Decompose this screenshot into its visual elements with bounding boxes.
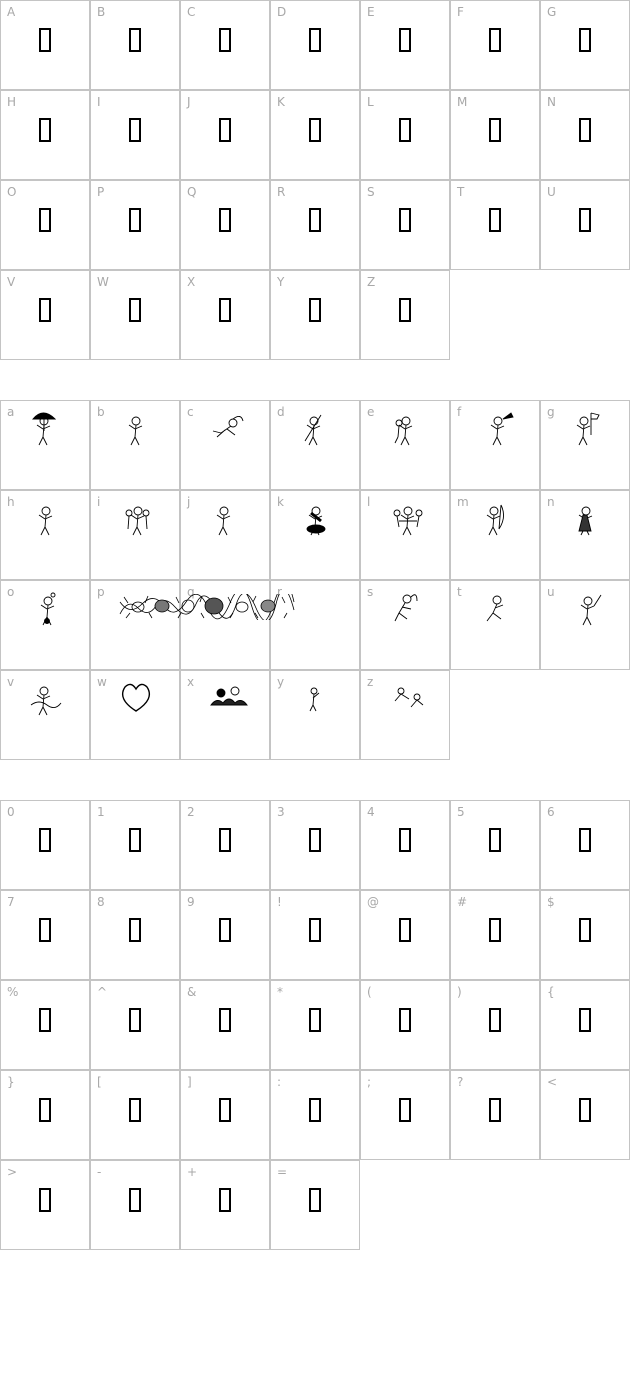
- missing-glyph-box-icon: [129, 1098, 141, 1122]
- glyph-cell-symbols: [540, 980, 630, 1070]
- glyph-cell-symbols: [450, 1070, 540, 1160]
- glyph-label: D: [277, 5, 287, 19]
- glyph-cell-symbols: [540, 890, 630, 980]
- missing-glyph-box-icon: [399, 1008, 411, 1032]
- glyph-cell-lowercase: [90, 670, 180, 760]
- glyph-cell-symbols: [270, 890, 360, 980]
- missing-glyph-box-icon: [489, 1098, 501, 1122]
- missing-glyph-box-icon: [219, 1188, 231, 1212]
- glyph-label: X: [187, 275, 196, 289]
- missing-glyph-box-icon: [579, 208, 591, 232]
- cherub-leaping-icon: [361, 581, 451, 671]
- glyph-label: g: [547, 405, 555, 419]
- glyph-cell-symbols: [90, 890, 180, 980]
- glyph-label: 7: [7, 895, 15, 909]
- glyph-cell-uppercase: [180, 0, 270, 90]
- glyph-cell-lowercase: [90, 490, 180, 580]
- glyph-label: k: [277, 495, 284, 509]
- glyph-label: H: [7, 95, 17, 109]
- glyph-cell-symbols: [180, 890, 270, 980]
- glyph-label: w: [97, 675, 107, 689]
- glyph-label: I: [97, 95, 101, 109]
- glyph-label: 3: [277, 805, 285, 819]
- glyph-label: j: [187, 495, 191, 509]
- missing-glyph-box-icon: [399, 118, 411, 142]
- missing-glyph-box-icon: [129, 918, 141, 942]
- missing-glyph-box-icon: [129, 208, 141, 232]
- glyph-label: #: [457, 895, 468, 909]
- glyph-cell-symbols: [0, 890, 90, 980]
- glyph-label: $: [547, 895, 555, 909]
- missing-glyph-box-icon: [129, 828, 141, 852]
- missing-glyph-box-icon: [309, 1188, 321, 1212]
- glyph-label: x: [187, 675, 195, 689]
- glyph-cell-symbols: [540, 800, 630, 890]
- glyph-label: ]: [187, 1075, 192, 1089]
- glyph-cell-symbols: [270, 1070, 360, 1160]
- missing-glyph-box-icon: [309, 208, 321, 232]
- glyph-cell-uppercase: [270, 0, 360, 90]
- glyph-label: q: [187, 585, 195, 599]
- glyph-cell-lowercase: [540, 580, 630, 670]
- glyph-cell-uppercase: [360, 180, 450, 270]
- glyph-label: (: [367, 985, 372, 999]
- glyph-cell-lowercase: [90, 400, 180, 490]
- glyph-label: 9: [187, 895, 195, 909]
- glyph-label: s: [367, 585, 374, 599]
- glyph-cell-uppercase: [0, 90, 90, 180]
- missing-glyph-box-icon: [129, 298, 141, 322]
- missing-glyph-box-icon: [219, 1008, 231, 1032]
- glyph-cell-lowercase: [450, 490, 540, 580]
- missing-glyph-box-icon: [39, 1098, 51, 1122]
- missing-glyph-box-icon: [219, 1098, 231, 1122]
- glyph-cell-uppercase: [180, 180, 270, 270]
- glyph-label: p: [97, 585, 105, 599]
- glyph-label: L: [367, 95, 374, 109]
- glyph-label: 5: [457, 805, 465, 819]
- missing-glyph-box-icon: [129, 28, 141, 52]
- glyph-cell-symbols: [360, 800, 450, 890]
- glyph-label: h: [7, 495, 15, 509]
- glyph-label: 0: [7, 805, 15, 819]
- glyph-cell-uppercase: [360, 90, 450, 180]
- glyph-label: a: [7, 405, 15, 419]
- glyph-cell-uppercase: [270, 180, 360, 270]
- glyph-label: ^: [97, 985, 108, 999]
- missing-glyph-box-icon: [39, 298, 51, 322]
- missing-glyph-box-icon: [219, 208, 231, 232]
- glyph-cell-uppercase: [90, 270, 180, 360]
- glyph-label: l: [367, 495, 371, 509]
- glyph-label: o: [7, 585, 15, 599]
- glyph-cell-lowercase: [450, 400, 540, 490]
- missing-glyph-box-icon: [489, 1008, 501, 1032]
- glyph-label: C: [187, 5, 196, 19]
- missing-glyph-box-icon: [129, 1008, 141, 1032]
- missing-glyph-box-icon: [399, 1098, 411, 1122]
- missing-glyph-box-icon: [489, 208, 501, 232]
- missing-glyph-box-icon: [39, 118, 51, 142]
- cherub-on-bird-icon: [1, 671, 91, 761]
- cherub-with-spear-icon: [271, 401, 361, 491]
- glyph-label: m: [457, 495, 469, 509]
- missing-glyph-box-icon: [309, 1098, 321, 1122]
- glyph-cell-lowercase: [360, 580, 450, 670]
- glyph-label: !: [277, 895, 282, 909]
- glyph-cell-symbols: [180, 800, 270, 890]
- glyph-cell-lowercase: [360, 490, 450, 580]
- glyph-cell-lowercase: [270, 490, 360, 580]
- missing-glyph-box-icon: [219, 918, 231, 942]
- glyph-label: +: [187, 1165, 198, 1179]
- glyph-label: W: [97, 275, 109, 289]
- missing-glyph-box-icon: [219, 28, 231, 52]
- glyph-cell-lowercase: [270, 400, 360, 490]
- glyph-cell-symbols: [360, 890, 450, 980]
- glyph-label: ?: [457, 1075, 464, 1089]
- missing-glyph-box-icon: [489, 828, 501, 852]
- glyph-label: n: [547, 495, 555, 509]
- glyph-cell-lowercase: [540, 490, 630, 580]
- glyph-label: c: [187, 405, 194, 419]
- glyph-label: 1: [97, 805, 105, 819]
- cherub-on-cloud-icon: [271, 491, 361, 581]
- glyph-cell-symbols: [0, 800, 90, 890]
- missing-glyph-box-icon: [309, 28, 321, 52]
- glyph-label: :: [277, 1075, 282, 1089]
- glyph-label: Y: [277, 275, 285, 289]
- glyph-cell-symbols: [360, 980, 450, 1070]
- missing-glyph-box-icon: [399, 828, 411, 852]
- glyph-label: f: [457, 405, 462, 419]
- missing-glyph-box-icon: [579, 828, 591, 852]
- glyph-cell-symbols: [270, 800, 360, 890]
- cherub-pair-icon: [361, 401, 451, 491]
- glyph-cell-lowercase: [0, 670, 90, 760]
- cherubs-on-cloud-bank-icon: [181, 671, 271, 761]
- glyph-label: r: [277, 585, 282, 599]
- glyph-cell-symbols: [540, 1070, 630, 1160]
- missing-glyph-box-icon: [129, 1188, 141, 1212]
- glyph-label: }: [7, 1075, 15, 1089]
- glyph-cell-uppercase: [90, 90, 180, 180]
- missing-glyph-box-icon: [399, 28, 411, 52]
- glyph-cell-uppercase: [360, 270, 450, 360]
- missing-glyph-box-icon: [39, 28, 51, 52]
- glyph-label: K: [277, 95, 285, 109]
- cherub-kneeling-icon: [1, 491, 91, 581]
- glyph-cell-uppercase: [90, 180, 180, 270]
- glyph-cell-uppercase: [270, 90, 360, 180]
- missing-glyph-box-icon: [399, 298, 411, 322]
- missing-glyph-box-icon: [39, 1188, 51, 1212]
- missing-glyph-box-icon: [489, 28, 501, 52]
- glyph-label: M: [457, 95, 468, 109]
- cherub-group-icon: [91, 491, 181, 581]
- cherub-with-banner-icon: [541, 401, 631, 491]
- glyph-label: S: [367, 185, 375, 199]
- cherub-running-icon: [451, 581, 541, 671]
- floral-border-illustration: [118, 594, 296, 620]
- missing-glyph-box-icon: [579, 118, 591, 142]
- glyph-label: G: [547, 5, 557, 19]
- glyph-cell-symbols: [360, 1070, 450, 1160]
- glyph-label: ): [457, 985, 462, 999]
- glyph-cell-symbols: [270, 980, 360, 1070]
- cherub-with-flowers-icon: [1, 581, 91, 671]
- glyph-label: =: [277, 1165, 288, 1179]
- missing-glyph-box-icon: [39, 1008, 51, 1032]
- glyph-label: V: [7, 275, 16, 289]
- glyph-cell-lowercase: [0, 490, 90, 580]
- glyph-cell-uppercase: [450, 0, 540, 90]
- glyph-cell-symbols: [0, 980, 90, 1070]
- missing-glyph-box-icon: [39, 918, 51, 942]
- cherub-standing-icon: [91, 401, 181, 491]
- glyph-label: b: [97, 405, 105, 419]
- glyph-cell-symbols: [450, 890, 540, 980]
- glyph-label: P: [97, 185, 105, 199]
- glyph-cell-lowercase: [360, 670, 450, 760]
- glyph-label: O: [7, 185, 17, 199]
- glyph-cell-symbols: [90, 800, 180, 890]
- glyph-cell-uppercase: [450, 180, 540, 270]
- missing-glyph-box-icon: [489, 118, 501, 142]
- missing-glyph-box-icon: [219, 118, 231, 142]
- glyph-cell-uppercase: [450, 90, 540, 180]
- glyph-label: t: [457, 585, 462, 599]
- glyph-label: ;: [367, 1075, 372, 1089]
- glyph-cell-uppercase: [0, 180, 90, 270]
- glyph-label: U: [547, 185, 556, 199]
- cherub-reaching-icon: [541, 581, 631, 671]
- glyph-cell-uppercase: [180, 90, 270, 180]
- missing-glyph-box-icon: [399, 918, 411, 942]
- cherub-small-icon: [271, 671, 361, 761]
- glyph-cell-uppercase: [360, 0, 450, 90]
- missing-glyph-box-icon: [309, 918, 321, 942]
- missing-glyph-box-icon: [39, 208, 51, 232]
- glyph-label: E: [367, 5, 375, 19]
- glyph-label: <: [547, 1075, 558, 1089]
- glyph-label: >: [7, 1165, 18, 1179]
- glyph-cell-lowercase: [270, 670, 360, 760]
- missing-glyph-box-icon: [129, 118, 141, 142]
- glyph-label: 4: [367, 805, 375, 819]
- missing-glyph-box-icon: [489, 918, 501, 942]
- glyph-label: v: [7, 675, 15, 689]
- glyph-cell-lowercase: [0, 580, 90, 670]
- missing-glyph-box-icon: [309, 1008, 321, 1032]
- glyph-label: 8: [97, 895, 105, 909]
- glyph-label: -: [97, 1165, 102, 1179]
- glyph-cell-symbols: [0, 1070, 90, 1160]
- glyph-label: J: [187, 95, 191, 109]
- glyph-label: z: [367, 675, 374, 689]
- glyph-label: T: [457, 185, 465, 199]
- missing-glyph-box-icon: [309, 118, 321, 142]
- glyph-label: u: [547, 585, 555, 599]
- missing-glyph-box-icon: [219, 298, 231, 322]
- cherub-in-robe-icon: [541, 491, 631, 581]
- glyph-cell-lowercase: [0, 400, 90, 490]
- cherub-walking-icon: [181, 491, 271, 581]
- glyph-label: A: [7, 5, 16, 19]
- glyph-cell-uppercase: [270, 270, 360, 360]
- glyph-label: R: [277, 185, 286, 199]
- glyph-label: e: [367, 405, 375, 419]
- glyph-label: B: [97, 5, 106, 19]
- glyph-cell-uppercase: [540, 180, 630, 270]
- glyph-cell-lowercase: [450, 580, 540, 670]
- cherub-flying-icon: [181, 401, 271, 491]
- glyph-cell-lowercase: [180, 490, 270, 580]
- cherubs-flying-pair-icon: [361, 671, 451, 761]
- glyph-cell-symbols: [450, 980, 540, 1070]
- glyph-label: {: [547, 985, 555, 999]
- glyph-label: F: [457, 5, 464, 19]
- missing-glyph-box-icon: [219, 828, 231, 852]
- glyph-cell-symbols: [0, 1160, 90, 1250]
- glyph-cell-symbols: [90, 980, 180, 1070]
- glyph-label: i: [97, 495, 101, 509]
- glyph-cell-symbols: [180, 1160, 270, 1250]
- glyph-label: %: [7, 985, 19, 999]
- glyph-label: &: [187, 985, 197, 999]
- glyph-label: [: [97, 1075, 102, 1089]
- glyph-label: 2: [187, 805, 195, 819]
- glyph-cell-lowercase: [540, 400, 630, 490]
- cherub-with-trumpet-icon: [451, 401, 541, 491]
- glyph-cell-uppercase: [0, 270, 90, 360]
- cherubs-dancing-icon: [361, 491, 451, 581]
- glyph-cell-symbols: [180, 980, 270, 1070]
- cherubs-heart-wreath-icon: [91, 671, 181, 761]
- missing-glyph-box-icon: [579, 918, 591, 942]
- glyph-cell-uppercase: [90, 0, 180, 90]
- missing-glyph-box-icon: [579, 1008, 591, 1032]
- cherub-with-bow-icon: [451, 491, 541, 581]
- glyph-cell-symbols: [90, 1070, 180, 1160]
- glyph-label: y: [277, 675, 285, 689]
- glyph-label: N: [547, 95, 556, 109]
- glyph-cell-symbols: [180, 1070, 270, 1160]
- missing-glyph-box-icon: [309, 828, 321, 852]
- missing-glyph-box-icon: [399, 208, 411, 232]
- glyph-label: @: [367, 895, 379, 909]
- glyph-label: Q: [187, 185, 197, 199]
- missing-glyph-box-icon: [579, 1098, 591, 1122]
- glyph-cell-symbols: [90, 1160, 180, 1250]
- glyph-label: *: [277, 985, 283, 999]
- glyph-cell-uppercase: [0, 0, 90, 90]
- glyph-cell-symbols: [270, 1160, 360, 1250]
- cherub-with-umbrella-icon: [1, 401, 91, 491]
- glyph-label: 6: [547, 805, 555, 819]
- missing-glyph-box-icon: [39, 828, 51, 852]
- glyph-cell-uppercase: [540, 0, 630, 90]
- missing-glyph-box-icon: [309, 298, 321, 322]
- glyph-label: d: [277, 405, 285, 419]
- glyph-cell-lowercase: [180, 400, 270, 490]
- glyph-cell-uppercase: [540, 90, 630, 180]
- glyph-cell-lowercase: [360, 400, 450, 490]
- glyph-cell-symbols: [450, 800, 540, 890]
- glyph-label: Z: [367, 275, 376, 289]
- glyph-cell-lowercase: [180, 670, 270, 760]
- glyph-cell-uppercase: [180, 270, 270, 360]
- missing-glyph-box-icon: [579, 28, 591, 52]
